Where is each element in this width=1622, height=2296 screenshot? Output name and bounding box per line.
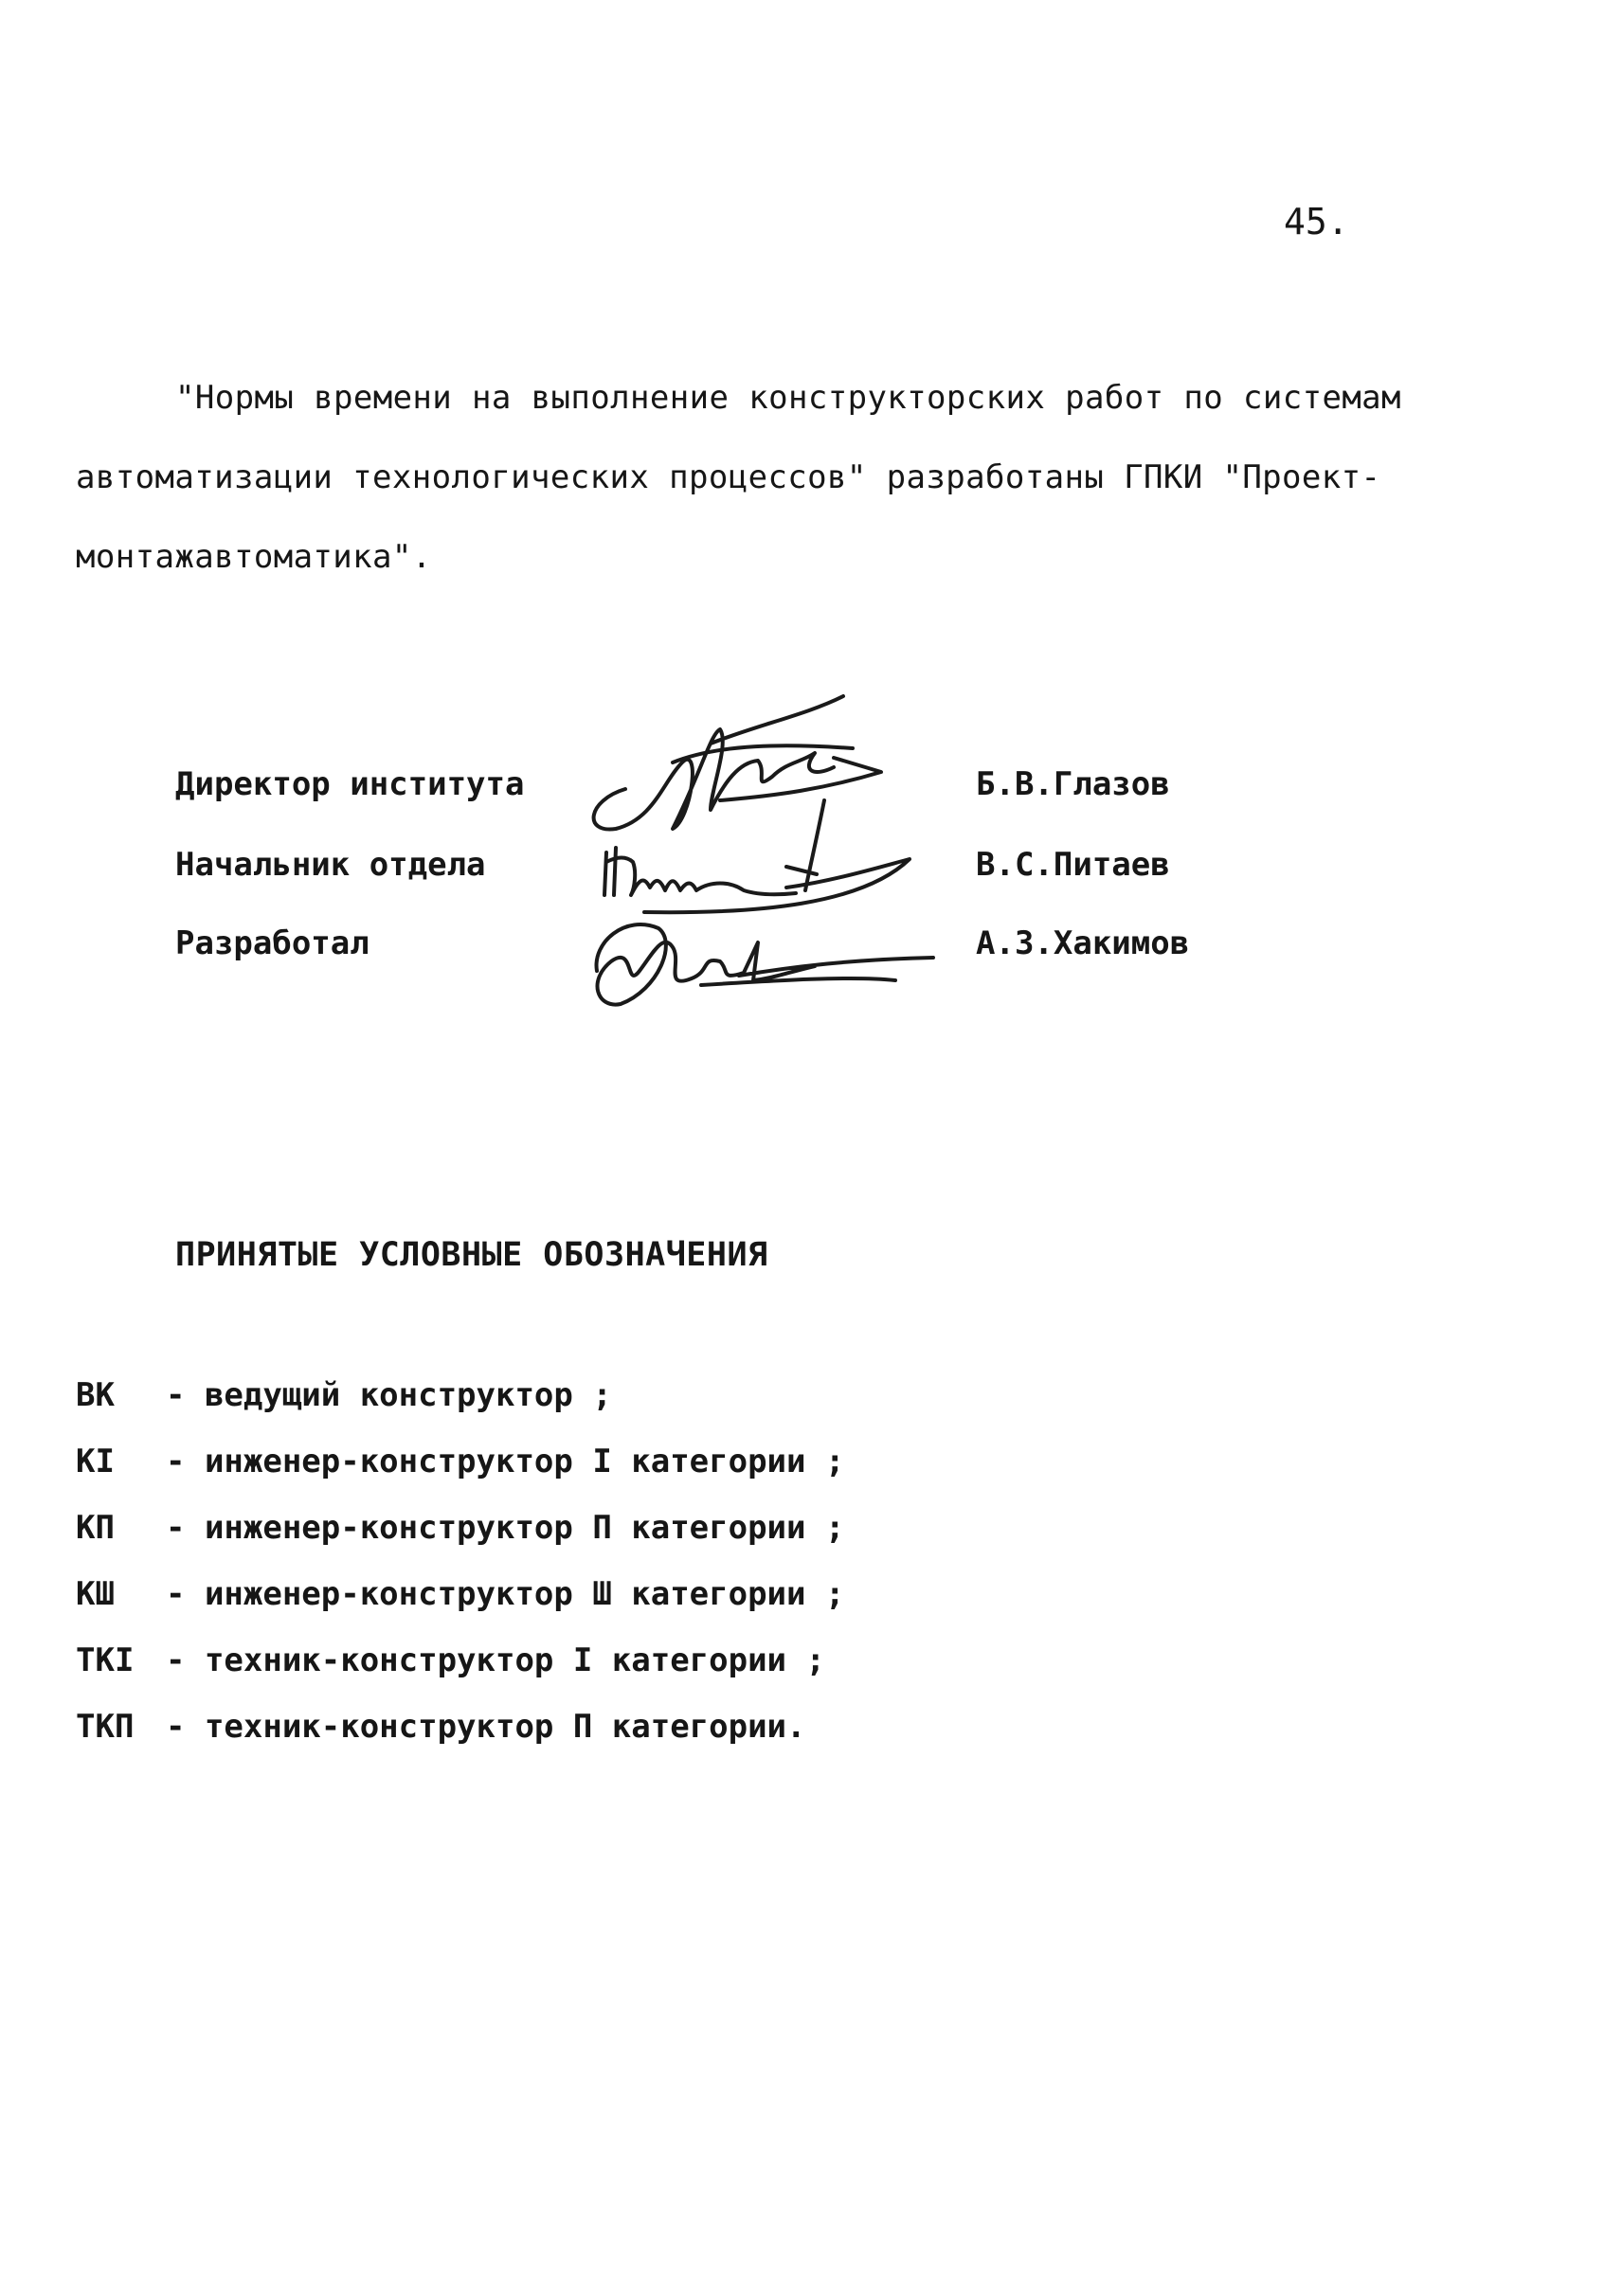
legend-text: - инженер-конструктор П категории ;	[166, 1509, 845, 1547]
legend-item	[76, 1362, 844, 1428]
legend-abbr: КI	[76, 1443, 115, 1480]
signatory-name: Б.В.Глазов	[976, 765, 1170, 803]
legend-abbr: КП	[76, 1509, 115, 1547]
legend-item	[76, 1694, 844, 1760]
legend-text: - техник-конструктор П категории.	[166, 1708, 806, 1746]
legend-list	[76, 1362, 844, 1760]
legend-item	[76, 1428, 844, 1495]
legend-item	[76, 1495, 844, 1561]
intro-line: автоматизации технологических процессов" разработаны ГПКИ "Проект-	[76, 458, 1381, 496]
legend-heading: ПРИНЯТЫЕ УСЛОВНЫЕ ОБОЗНАЧЕНИЯ	[175, 1236, 768, 1274]
legend-abbr: ТКП	[76, 1708, 135, 1746]
legend-text: - ведущий конструктор ;	[166, 1376, 612, 1414]
intro-line: "Нормы времени на выполнение конструкторских работ по системам	[175, 379, 1401, 417]
legend-text: - техник-конструктор I категории ;	[166, 1641, 825, 1679]
signatory-name: В.С.Питаев	[976, 846, 1170, 884]
signatures	[568, 677, 966, 1037]
legend-abbr: ТКI	[76, 1641, 135, 1679]
signatory-name: А.З.Хакимов	[976, 924, 1190, 962]
signatory-title: Начальник отдела	[175, 846, 486, 884]
legend-abbr: КШ	[76, 1575, 115, 1613]
signature-director	[594, 696, 881, 829]
legend-item	[76, 1561, 844, 1627]
intro-line: монтажавтоматика".	[76, 538, 432, 576]
page-number: 45.	[1284, 201, 1349, 242]
signatory-title: Разработал	[175, 924, 369, 962]
legend-item	[76, 1627, 844, 1694]
legend-abbr: ВК	[76, 1376, 115, 1414]
legend-text: - инженер-конструктор Ш категории ;	[166, 1575, 845, 1613]
signatory-title: Директор института	[175, 765, 525, 803]
intro-paragraph	[76, 358, 1440, 597]
legend-text: - инженер-конструктор I категории ;	[166, 1443, 845, 1480]
signature-department-head	[604, 800, 910, 912]
signature-developer	[597, 924, 933, 1005]
